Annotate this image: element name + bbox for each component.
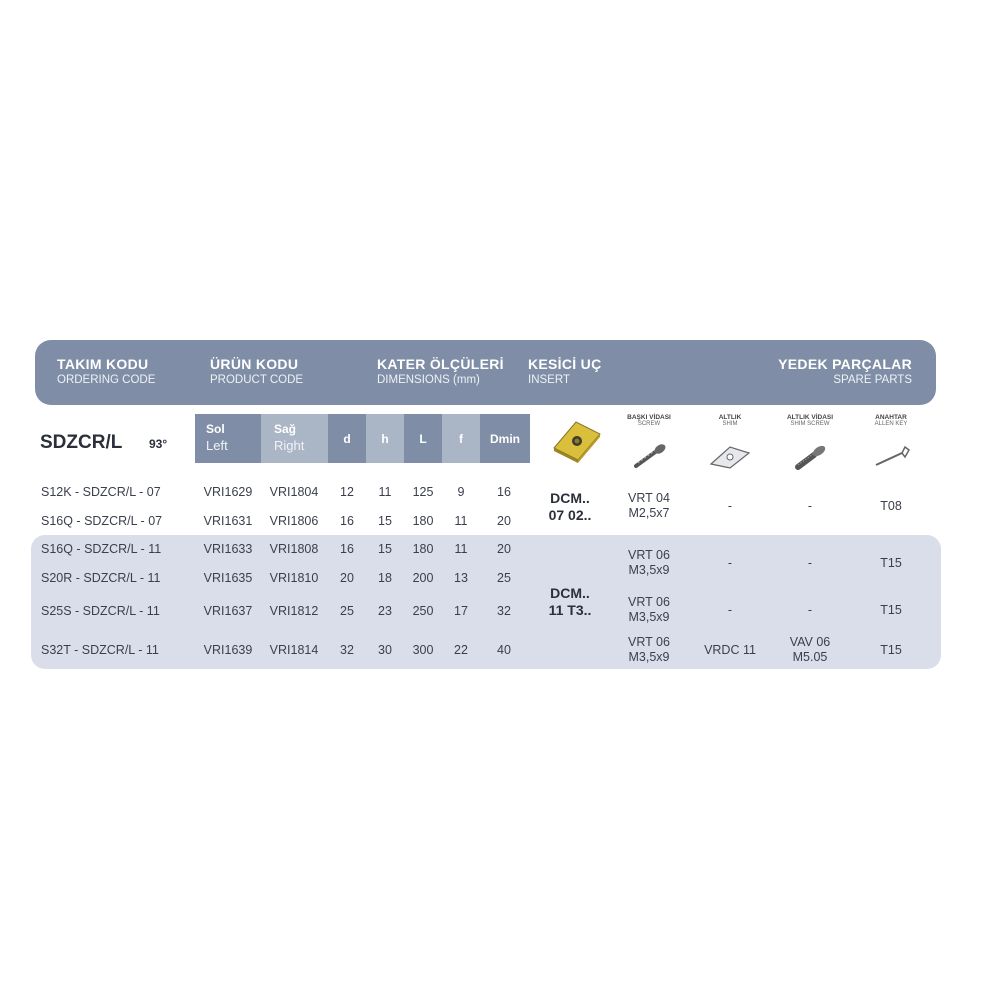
product-code-header: ÜRÜN KODU PRODUCT CODE: [210, 356, 304, 386]
col-header-L: L: [404, 414, 442, 463]
shim-screw-value: -: [807, 556, 813, 570]
table-cell-right: VRI1806: [269, 514, 319, 528]
table-cell-h: 11: [378, 485, 392, 499]
shim-value: -: [727, 556, 733, 570]
table-cell-L: 180: [412, 514, 434, 528]
shim-screw-icon: [792, 443, 828, 471]
table-cell-right: VRI1804: [269, 485, 319, 499]
table-cell-left: VRI1639: [203, 643, 253, 657]
table-cell-h: 18: [378, 571, 392, 585]
table-cell-left: VRI1635: [203, 571, 253, 585]
allen-key-header: ANAHTAR ALLEN KEY: [874, 414, 908, 427]
key-value: T08: [880, 499, 902, 513]
table-cell-f: 11: [454, 542, 468, 556]
screw-icon: [630, 442, 668, 470]
shim-value: VRDC 11: [704, 643, 756, 657]
key-value: T15: [880, 556, 902, 570]
key-value: T15: [880, 603, 902, 617]
shim-value: -: [727, 499, 733, 513]
screw-header: BAŞKI VİDASI SCREW: [627, 414, 671, 427]
ordering-code-header: TAKIM KODU ORDERING CODE: [57, 356, 156, 386]
screw-value: VRT 06 M3,5x9: [628, 635, 670, 664]
table-cell-dmin: 16: [497, 485, 511, 499]
col-header-h: h: [366, 414, 404, 463]
shim-value: -: [727, 603, 733, 617]
shim-screw-header: ALTLIK VİDASI SHIM SCREW: [786, 414, 834, 427]
table-cell-code: S16Q - SDZCR/L - 07: [41, 514, 163, 528]
shim-screw-value: VAV 06 M5.05: [789, 635, 831, 664]
table-cell-L: 200: [412, 571, 434, 585]
header-bar: [35, 340, 936, 405]
insert-icon: [550, 418, 604, 464]
table-cell-right: VRI1812: [269, 604, 319, 618]
shim-header: ALTLIK SHIM: [718, 414, 742, 427]
screw-value: VRT 06 M3,5x9: [628, 595, 670, 624]
table-cell-left: VRI1629: [203, 485, 253, 499]
model-angle: 93°: [149, 437, 168, 451]
shim-screw-value: -: [807, 499, 813, 513]
table-cell-code: S25S - SDZCR/L - 11: [41, 604, 160, 618]
table-cell-d: 16: [340, 514, 354, 528]
table-cell-h: 30: [378, 643, 392, 657]
col-header-left: Sol Left: [195, 414, 261, 463]
insert-code-11: DCM.. 11 T3..: [548, 585, 592, 618]
table-cell-L: 250: [412, 604, 434, 618]
table-cell-dmin: 20: [497, 542, 511, 556]
table-cell-left: VRI1637: [203, 604, 253, 618]
insert-header: KESİCİ UÇ INSERT: [528, 356, 602, 386]
table-cell-right: VRI1814: [269, 643, 319, 657]
table-cell-d: 20: [340, 571, 354, 585]
table-cell-dmin: 20: [497, 514, 511, 528]
table-cell-L: 125: [412, 485, 434, 499]
screw-value: VRT 06 M3,5x9: [628, 548, 670, 577]
table-cell-f: 13: [454, 571, 468, 585]
table-cell-code: S20R - SDZCR/L - 11: [41, 571, 161, 585]
table-cell-d: 32: [340, 643, 354, 657]
col-header-f: f: [442, 414, 480, 463]
table-cell-f: 9: [457, 485, 465, 499]
table-cell-dmin: 25: [497, 571, 511, 585]
table-cell-h: 15: [378, 514, 392, 528]
col-header-d: d: [328, 414, 366, 463]
table-cell-code: S16Q - SDZCR/L - 11: [41, 542, 162, 556]
allen-key-icon: [872, 443, 912, 471]
table-cell-d: 12: [340, 485, 354, 499]
dimensions-header: KATER ÖLÇÜLERİ DIMENSIONS (mm): [377, 356, 504, 386]
table-cell-right: VRI1808: [269, 542, 319, 556]
table-cell-code: S12K - SDZCR/L - 07: [41, 485, 161, 499]
col-header-dmin: Dmin: [480, 414, 530, 463]
table-cell-f: 22: [454, 643, 468, 657]
insert-code-07: DCM.. 07 02..: [548, 490, 592, 523]
model-name: SDZCR/L: [40, 432, 123, 453]
table-cell-code: S32T - SDZCR/L - 11: [41, 643, 159, 657]
table-cell-f: 17: [454, 604, 468, 618]
table-cell-dmin: 32: [497, 604, 511, 618]
screw-value: VRT 04 M2,5x7: [628, 491, 670, 520]
shim-icon: [708, 444, 752, 470]
table-cell-L: 180: [412, 542, 434, 556]
table-cell-dmin: 40: [497, 643, 511, 657]
key-value: T15: [880, 643, 902, 657]
table-cell-h: 23: [378, 604, 392, 618]
table-cell-h: 15: [378, 542, 392, 556]
table-cell-f: 11: [454, 514, 468, 528]
table-cell-left: VRI1633: [203, 542, 253, 556]
table-cell-d: 16: [340, 542, 354, 556]
table-cell-left: VRI1631: [203, 514, 253, 528]
spare-parts-header: YEDEK PARÇALAR SPARE PARTS: [778, 356, 912, 386]
table-cell-L: 300: [412, 643, 434, 657]
table-cell-right: VRI1810: [269, 571, 319, 585]
shim-screw-value: -: [807, 603, 813, 617]
table-cell-d: 25: [340, 604, 354, 618]
col-header-right: Sağ Right: [261, 414, 328, 463]
